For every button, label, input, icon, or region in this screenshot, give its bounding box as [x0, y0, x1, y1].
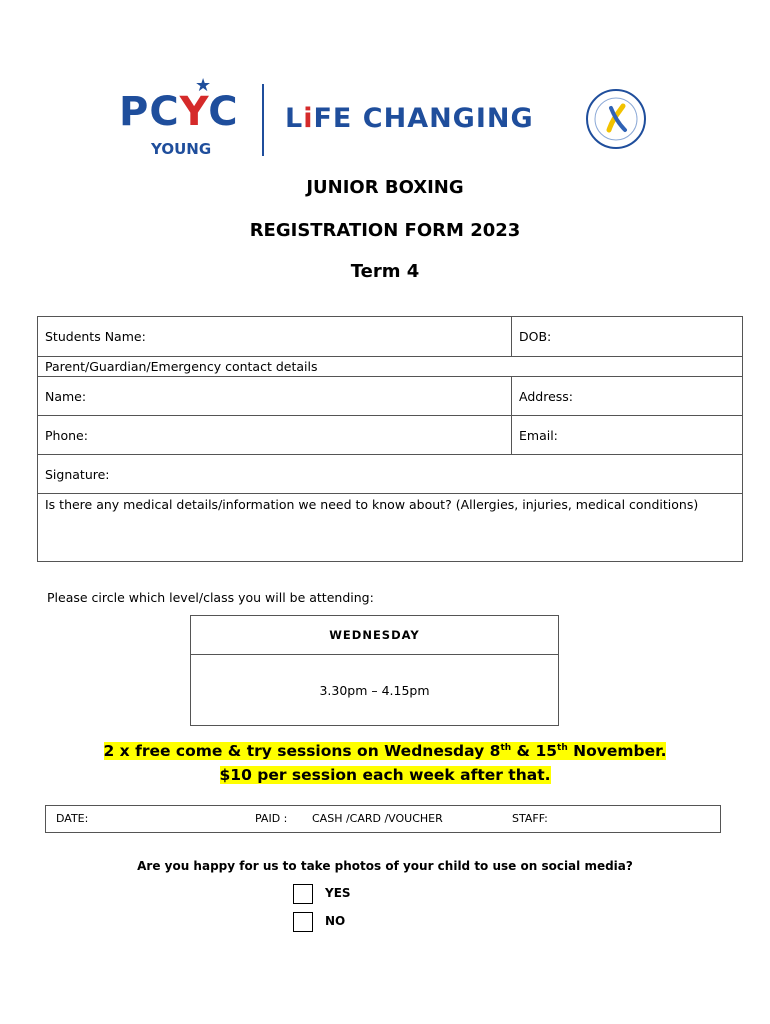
star-icon: ★	[195, 75, 212, 95]
header-logos	[119, 75, 655, 160]
office-payment-methods: CASH /CARD /VOUCHER	[312, 812, 443, 825]
address-field[interactable]: Address:	[512, 377, 743, 416]
students-name-field[interactable]: Students Name:	[38, 317, 512, 357]
class-table	[190, 615, 559, 726]
registration-table	[37, 316, 743, 562]
yes-label: YES	[325, 886, 351, 900]
logo-divider	[262, 84, 264, 156]
photo-consent-question: Are you happy for us to take photos of your child to use on social media?	[137, 859, 633, 873]
office-use-box	[45, 805, 721, 833]
dob-field[interactable]: DOB:	[512, 317, 743, 357]
no-checkbox[interactable]	[293, 912, 313, 932]
email-field[interactable]: Email:	[512, 416, 743, 455]
pcyc-logo: PCYC	[119, 89, 239, 135]
contact-name-field[interactable]: Name:	[38, 377, 512, 416]
parent-contact-header: Parent/Guardian/Emergency contact details	[38, 357, 743, 377]
no-label: NO	[325, 914, 346, 928]
promo-free-sessions: 2 x free come & try sessions on Wednesday 8th & 15th November.	[103, 742, 667, 760]
term-label: Term 4	[350, 261, 420, 282]
registered-charity-seal-icon	[585, 88, 647, 150]
signature-field[interactable]: Signature:	[38, 455, 743, 494]
form-subtitle: REGISTRATION FORM 2023	[249, 220, 521, 241]
promo-pricing: $10 per session each week after that.	[219, 766, 551, 784]
yes-checkbox[interactable]	[293, 884, 313, 904]
class-time-option[interactable]: 3.30pm – 4.15pm	[191, 655, 559, 726]
class-day: WEDNESDAY	[191, 616, 559, 655]
phone-field[interactable]: Phone:	[38, 416, 512, 455]
pcyc-location: YOUNG	[151, 140, 212, 158]
class-instruction: Please circle which level/class you will be attending:	[47, 590, 374, 605]
form-title: JUNIOR BOXING	[306, 177, 464, 198]
office-date-label: DATE:	[56, 812, 89, 825]
office-staff-label: STAFF:	[512, 812, 548, 825]
medical-info-field[interactable]: Is there any medical details/information we need to know about? (Allergies, injuries, medical conditions)	[38, 494, 743, 562]
slogan-logo: LiFE CHANGING	[285, 103, 534, 134]
office-paid-label: PAID :	[255, 812, 288, 825]
